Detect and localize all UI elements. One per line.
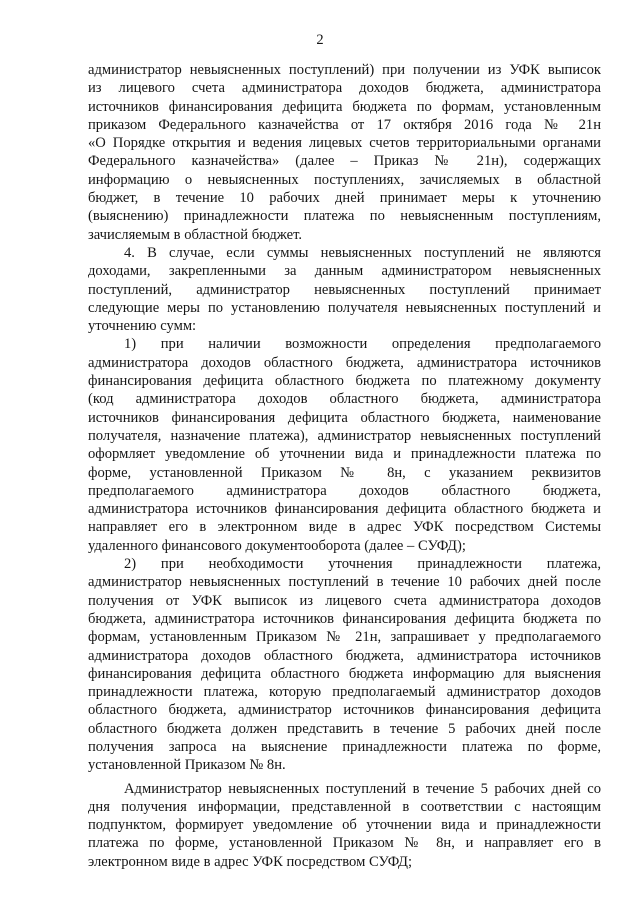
text-line: уточнению сумм: (88, 318, 197, 335)
text-line: информацию о невыясненных поступлениях, зачисляемых в областной (88, 171, 601, 188)
text-line: финансирования дефицита областного бюджета по платежному документу (88, 373, 601, 390)
page-number: 2 (316, 32, 324, 48)
text-line: финансирования дефицита областного бюджета информацию для выяснения (88, 665, 601, 682)
text-line: 4. В случае, если суммы невыясненных поступлений не являются (124, 244, 601, 261)
text-line: «О Порядке открытия и ведения лицевых счетов территориальными органами (88, 135, 601, 152)
text-line: 2) при необходимости уточнения принадлежности платежа, (124, 556, 601, 573)
text-line: подпунктом, формирует уведомление об уточнении вида и принадлежности (88, 817, 601, 834)
paragraph (88, 244, 601, 335)
text-line: предполагаемого администратора доходов областного бюджета, (88, 482, 601, 499)
text-line: поступлений, администратор невыясненных поступлений принимает (88, 281, 601, 298)
text-line: бюджета, администратора источников финансирования дефицита бюджета по (88, 610, 601, 627)
text-line: электронном виде в адрес УФК посредством СУФД; (88, 853, 412, 870)
text-line: получения от УФК выписок из лицевого счета администратора доходов (88, 592, 601, 609)
text-line: администратор невыясненных поступлений в течение 10 рабочих дней после (88, 574, 601, 591)
text-line: получателя, назначение платежа), администратор невыясненных поступлений (88, 427, 601, 444)
text-line: форме, установленной Приказом № 8н, с указанием реквизитов (88, 464, 601, 481)
text-line: 1) при наличии возможности определения предполагаемого (124, 336, 601, 353)
text-line: администратора источников финансирования дефицита областного бюджета и (88, 501, 601, 518)
text-line: источников финансирования дефицита областного бюджета, наименование (88, 409, 601, 426)
paragraph (88, 335, 601, 555)
text-line: (выяснению) принадлежности платежа по невыясненным поступлениям, (88, 208, 601, 225)
text-line: Федерального казначейства» (далее – Приказ № 21н), содержащих (88, 153, 601, 170)
text-line: (код администратора доходов областного бюджета, администратора (88, 391, 601, 408)
paragraph (88, 780, 601, 871)
text-line: установленной Приказом № 8н. (88, 757, 286, 774)
text-line: формам, установленным Приказом № 21н, запрашивает у предполагаемого (88, 629, 601, 646)
text-line: администратор невыясненных поступлений) при получении из УФК выписок (88, 62, 601, 78)
text-line: удаленного финансового документооборота (далее – СУФД); (88, 537, 466, 554)
text-line: следующие меры по установлению получателя невыясненных поступлений и (88, 299, 601, 316)
text-line: из лицевого счета администратора доходов бюджета, администратора (88, 80, 601, 97)
text-line: зачисляемым в областной бюджет. (88, 226, 303, 243)
text-line: оформляет уведомление об уточнении вида и принадлежности платежа по (88, 446, 601, 463)
text-line: областного бюджета, администратор источников финансирования дефицита (88, 702, 601, 719)
document-body (88, 61, 601, 871)
text-line: получения запроса на выяснение принадлежности платежа по форме, (88, 738, 601, 755)
paragraph (88, 61, 601, 244)
text-line: дня получения информации, представленной в соответствии с настоящим (88, 798, 601, 815)
text-line: принадлежности платежа, которую предполагаемый администратор доходов (88, 684, 601, 701)
text-line: областного бюджета должен представить в течение 5 рабочих дней после (88, 720, 601, 737)
text-line: администратора доходов областного бюджета, администратора источников (88, 647, 601, 664)
text-line: бюджет, в течение 10 рабочих дней принимает меры к уточнению (88, 190, 601, 207)
text-line: Администратор невыясненных поступлений в течение 5 рабочих дней со (124, 780, 601, 797)
text-line: доходами, закрепленными за данным администратором невыясненных (88, 263, 601, 280)
text-line: источников финансирования дефицита бюджета по формам, установленным (88, 98, 601, 115)
text-line: администратора доходов областного бюджета, администратора источников (88, 354, 601, 371)
text-line: платежа по форме, установленной Приказом № 8н, и направляет его в (88, 835, 601, 852)
text-line: приказом Федерального казначейства от 17 октября 2016 года № 21н (88, 116, 601, 133)
paragraph (88, 555, 601, 775)
text-line: направляет его в электронном виде в адрес УФК посредством Системы (88, 519, 601, 536)
